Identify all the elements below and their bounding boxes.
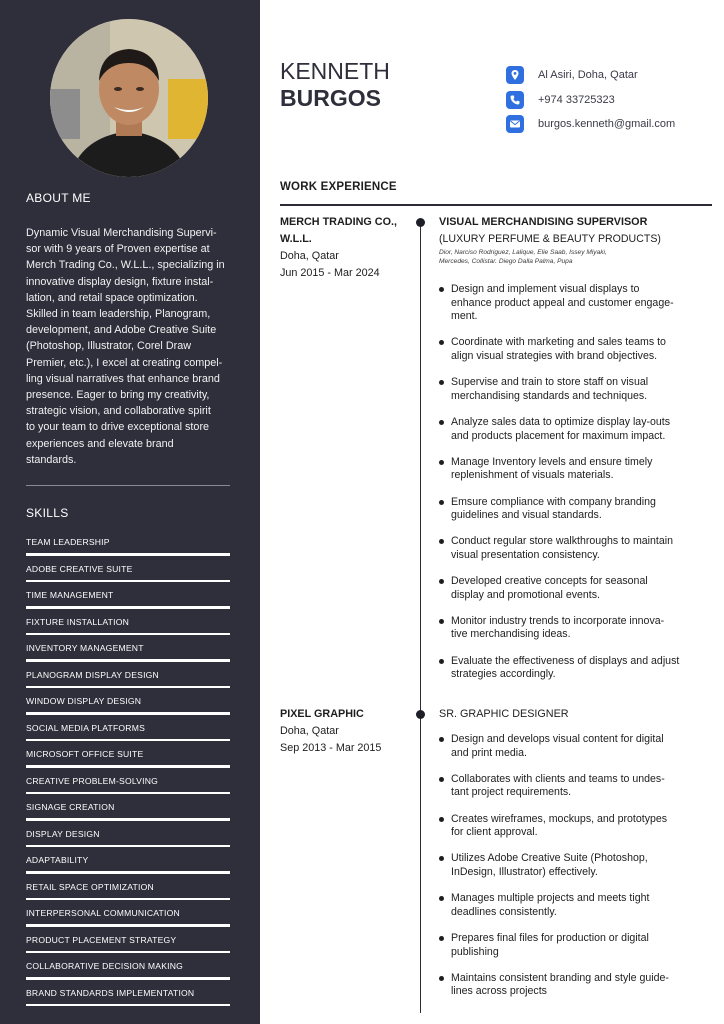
skill-label: TEAM LEADERSHIP [26,537,110,547]
skill-level-bar [26,739,230,742]
skill-label: ADOBE CREATIVE SUITE [26,563,133,574]
about-line: strategic vision, and collaborative spirit [26,405,211,418]
contact-item [506,63,675,88]
work-experience-rule [280,204,712,206]
location-icon [506,66,524,84]
duty-line: and products placement for maximum impact. [451,429,666,442]
duty-item [439,852,714,879]
contact-text: burgos.kenneth@gmail.com [538,118,676,131]
skill-item [26,772,230,799]
duty-line: Emsure compliance with company branding [451,495,656,508]
job-details [439,706,714,723]
skill-label: INTERPERSONAL COMMUNICATION [26,908,180,918]
duty-line: Evaluate the effectiveness of displays and adjust [451,654,680,667]
skill-label: MICROSOFT OFFICE SUITE [26,749,144,759]
skills-heading: SKILLS [26,506,69,520]
duty-line: enhance product appeal and customer engage- [451,296,674,309]
duty-item [439,615,714,642]
company-name: PIXEL GRAPHIC [280,708,364,720]
last-name: BURGOS [280,85,381,111]
skill-item [26,798,230,825]
skill-label: SOCIAL MEDIA PLATFORMS [26,722,146,733]
skill-label: FIXTURE INSTALLATION [26,616,129,627]
skill-item [26,745,230,772]
skill-item [26,586,230,613]
about-line: Premier, etc.), I excel at creating compel- [26,356,223,369]
skill-item [26,984,230,1011]
skill-level-bar [26,871,230,874]
timeline-dot [416,218,425,227]
duty-line: Design and develops visual content for digital [451,733,664,745]
duty-item [439,655,714,682]
skill-level-bar [26,977,230,980]
duty-item [439,932,714,959]
about-line: ling visual narratives that enhance brand [26,372,220,385]
about-heading: ABOUT ME [26,191,91,205]
duty-line: Maintains consistent branding and style guide- [451,971,669,984]
skill-label: WINDOW DISPLAY DESIGN [26,696,142,706]
duty-line: tive merchandising ideas. [451,628,571,641]
duty-line: Developed creative concepts for seasonal [451,575,648,588]
duty-item [439,733,714,760]
duty-line: replenishment of visuals materials. [451,469,614,482]
skill-label: INVENTORY MANAGEMENT [26,643,144,653]
duty-item [439,283,714,324]
skill-label: BRAND STANDARDS IMPLEMENTATION [26,987,195,998]
skill-label: ADAPTABILITY [26,855,89,865]
duty-line: InDesign, Illustrator) effectively. [451,865,598,878]
job-details [439,214,714,266]
about-line: Skilled in team leadership, Planogram, [26,308,211,321]
duty-line: display and promotional events. [451,588,600,601]
brands-line: Dior, Narciso Rodriguez, Lalique, Elie Saab, Issey Miyaki, [439,249,607,256]
sidebar-divider [26,485,230,486]
skills-list [26,533,230,1010]
company-name: W.L.L. [280,233,312,245]
job-brands [439,249,714,266]
skill-item [26,692,230,719]
contact-text: Al Asiri, Doha, Qatar [538,69,638,82]
brands-line: Mercedes, Collistar. Diego Dalla Palma, Pupa [439,257,573,265]
duty-line: ment. [451,310,478,323]
skill-label: SIGNAGE CREATION [26,802,115,812]
duty-item [439,892,714,919]
duty-line: for client approval. [451,826,538,839]
skill-level-bar [26,818,230,821]
skill-item [26,613,230,640]
job-subtitle: (LUXURY PERFUME & BEAUTY PRODUCTS) [439,233,661,245]
sidebar [0,0,260,1024]
job-title: SR. GRAPHIC DESIGNER [439,708,569,720]
skill-level-bar [26,1004,230,1007]
skill-item [26,957,230,984]
job-location: Doha, Qatar [280,725,339,737]
job-meta [280,214,410,282]
job-location: Doha, Qatar [280,250,339,262]
skill-item [26,931,230,958]
phone-icon [506,91,524,109]
duty-line: Manages multiple projects and meets tight [451,892,650,905]
skill-level-bar [26,792,230,795]
profile-photo-image [50,19,208,177]
duty-line: Analyze sales data to optimize display lay-outs [451,415,671,428]
skill-label: DISPLAY DESIGN [26,828,100,839]
about-line: innovative display design, fixture instal- [26,275,214,288]
duty-line: deadlines consistently. [451,905,557,918]
contact-item [506,112,675,137]
skill-level-bar [26,659,230,662]
skill-level-bar [26,633,230,636]
duty-item [439,773,714,800]
skill-item [26,851,230,878]
about-text [26,225,246,468]
skill-item [26,560,230,587]
skill-item [26,719,230,746]
timeline-dot [416,710,425,719]
about-line: presence. Eager to bring my creativity, [26,389,210,402]
duty-line: Creates wireframes, mockups, and prototypes [451,812,668,825]
duty-item [439,813,714,840]
duty-line: Design and implement visual displays to [451,283,640,295]
duty-item [439,416,714,443]
skill-item [26,639,230,666]
skill-label: RETAIL SPACE OPTIMIZATION [26,881,154,892]
timeline-line [420,221,421,1013]
skill-level-bar [26,924,230,927]
skill-level-bar [26,845,230,848]
work-experience-heading: WORK EXPERIENCE [280,181,397,193]
duty-line: Manage Inventory levels and ensure timely [451,455,653,468]
skill-item [26,666,230,693]
duty-line: Prepares final files for production or digital [451,931,649,944]
duty-item [439,575,714,602]
about-line: Merch Trading Co., W.L.L., specializing in [26,259,225,272]
skill-level-bar [26,686,230,689]
duty-line: Conduct regular store walkthroughs to maintain [451,535,673,548]
duty-line: and print media. [451,746,527,759]
duty-item [439,496,714,523]
duty-line: align visual strategies with brand objectives. [451,349,658,362]
skill-item [26,904,230,931]
duty-item [439,535,714,562]
duty-line: publishing [451,945,499,958]
duty-line: visual presentation consistency. [451,548,600,561]
about-line: to your team to drive exceptional store [26,421,210,434]
skill-item [26,878,230,905]
job-dates: Jun 2015 - Mar 2024 [280,267,380,279]
duty-line: tant project requirements. [451,786,572,799]
duty-line: guidelines and visual standards. [451,509,602,522]
duty-line: Supervise and train to store staff on visual [451,376,649,389]
about-line: development, and Adobe Creative Suite [26,324,217,337]
duty-line: lines across projects [451,985,547,998]
duty-item [439,456,714,483]
duty-list [439,283,714,694]
duty-item [439,336,714,363]
job-dates: Sep 2013 - Mar 2015 [280,742,382,754]
about-line: sor with 9 years of Proven expertise at [26,243,210,256]
contact-list [506,63,675,137]
duty-item [439,972,714,999]
contact-text: +974 33725323 [538,93,615,106]
duty-item [439,376,714,403]
company-name: MERCH TRADING CO., [280,216,397,228]
skill-level-bar [26,580,230,583]
skill-label: PRODUCT PLACEMENT STRATEGY [26,934,177,945]
candidate-name [280,58,390,112]
about-line: Dynamic Visual Merchandising Supervi- [26,227,217,239]
about-line: lation, and retail space optimization. [26,291,198,304]
skill-level-bar [26,553,230,556]
duty-line: Collaborates with clients and teams to undes- [451,772,665,785]
skill-label: PLANOGRAM DISPLAY DESIGN [26,669,159,680]
about-line: experiences and elevate brand [26,437,174,450]
duty-line: Utilizes Adobe Creative Suite (Photoshop, [451,852,648,865]
about-line: standards. [26,453,77,466]
contact-item [506,88,675,113]
duty-line: strategies accordingly. [451,668,556,681]
skill-level-bar [26,606,230,609]
skill-item [26,825,230,852]
skill-item [26,533,230,560]
email-icon [506,115,524,133]
skill-label: TIME MANAGEMENT [26,590,114,600]
profile-photo [50,19,208,177]
skill-level-bar [26,898,230,901]
duty-line: merchandising standards and techniques. [451,389,648,402]
skill-level-bar [26,951,230,954]
skill-label: COLLABORATIVE DECISION MAKING [26,961,184,971]
about-line: (Photoshop, Illustrator, Corel Draw [26,340,192,353]
duty-list [439,733,714,1011]
first-name: KENNETH [280,58,390,84]
skill-label: CREATIVE PROBLEM-SOLVING [26,775,158,786]
duty-line: Coordinate with marketing and sales teams to [451,336,666,349]
job-meta [280,706,410,757]
skill-level-bar [26,712,230,715]
duty-line: Monitor industry trends to incorporate innova- [451,614,665,627]
job-title: VISUAL MERCHANDISING SUPERVISOR [439,216,648,228]
skill-level-bar [26,765,230,768]
